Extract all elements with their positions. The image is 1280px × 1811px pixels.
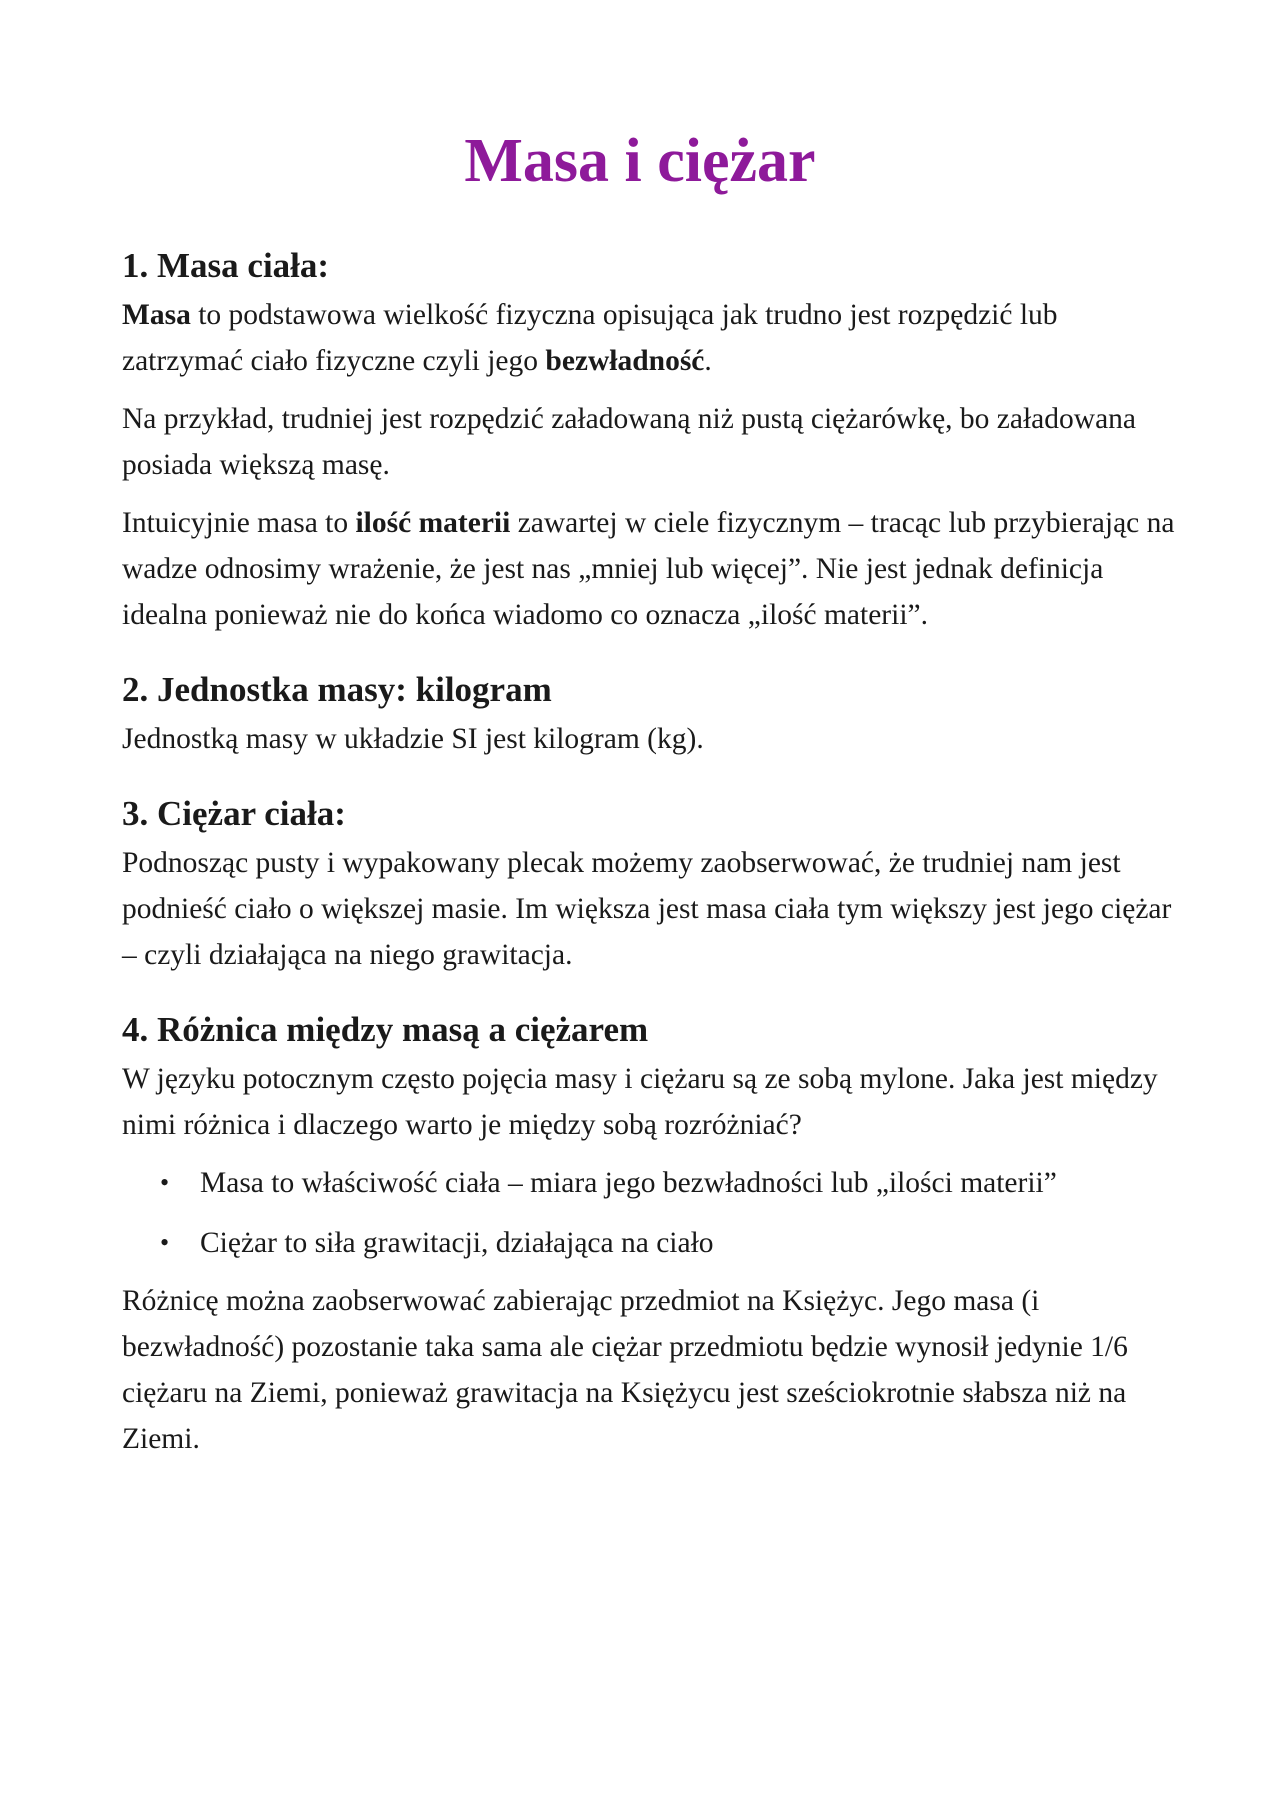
bullet-icon: • [160, 1168, 170, 1197]
list-item-text: Ciężar to siła grawitacji, działająca na ciało [200, 1227, 714, 1259]
paragraph: Podnosząc pusty i wypakowany plecak możemy zaobserwować, że trudniej nam jest podnieść ciało o większej masie. Im większa jest masa ciała tym większy jest jego ciężar – czyli działająca na niego grawitacja. [122, 847, 1172, 971]
paragraph: W języku potocznym często pojęcia masy i ciężaru są ze sobą mylone. Jaka jest między nimi różnica i dlaczego warto je między sobą rozróżniać? [122, 1063, 1158, 1141]
list-item [122, 1160, 1182, 1206]
page-title: Masa i ciężar [464, 127, 816, 195]
paragraph-text: to podstawowa wielkość fizyczna opisująca jak trudno jest rozpędzić lub zatrzymać ciało fizyczne czyli jego [122, 299, 1058, 377]
bold-term: bezwładność [545, 345, 705, 377]
document-body [122, 240, 1182, 1462]
section-heading: 1. Masa ciała: [122, 246, 330, 285]
section-masa-ciala [122, 240, 1182, 638]
list-item-text: Masa to właściwość ciała – miara jego bezwładności lub „ilości materii” [200, 1167, 1057, 1199]
paragraph: Na przykład, trudniej jest rozpędzić załadowaną niż pustą ciężarówkę, bo załadowana posiada większą masę. [122, 403, 1137, 481]
bold-term: ilość materii [355, 507, 511, 539]
section-heading: 4. Różnica między masą a ciężarem [122, 1010, 649, 1049]
paragraph [122, 292, 1182, 384]
bullet-icon: • [160, 1228, 170, 1257]
section-heading: 3. Ciężar ciała: [122, 794, 346, 833]
section-ciezar-ciala [122, 788, 1182, 978]
paragraph: Jednostką masy w układzie SI jest kilogram (kg). [122, 723, 704, 755]
bold-term: Masa [122, 299, 191, 331]
section-heading: 2. Jednostka masy: kilogram [122, 670, 552, 709]
list-item [122, 1220, 1182, 1266]
paragraph-text: . [704, 345, 712, 377]
paragraph-text: Intuicyjnie masa to [122, 507, 356, 539]
section-jednostka-masy [122, 664, 1182, 762]
paragraph [122, 500, 1182, 638]
section-roznica [122, 1004, 1182, 1462]
paragraph: Różnicę można zaobserwować zabierając przedmiot na Księżyc. Jego masa (i bezwładność) pozostanie taka sama ale ciężar przedmiotu będzie wynosił jedynie 1/6 ciężaru na Ziemi, ponieważ grawitacja na Księżycu jest sześciokrotnie słabsza niż na Ziemi. [122, 1285, 1128, 1455]
bullet-list [122, 1160, 1182, 1266]
paragraph-text: zawartej w ciele fizycznym – tracąc lub przybierając na wadze odnosimy wrażenie, że jest nas „mniej lub więcej”. Nie jest jednak definicja idealna ponieważ nie do końca wiadomo co oznacza „ilość materii”. [122, 507, 1175, 631]
